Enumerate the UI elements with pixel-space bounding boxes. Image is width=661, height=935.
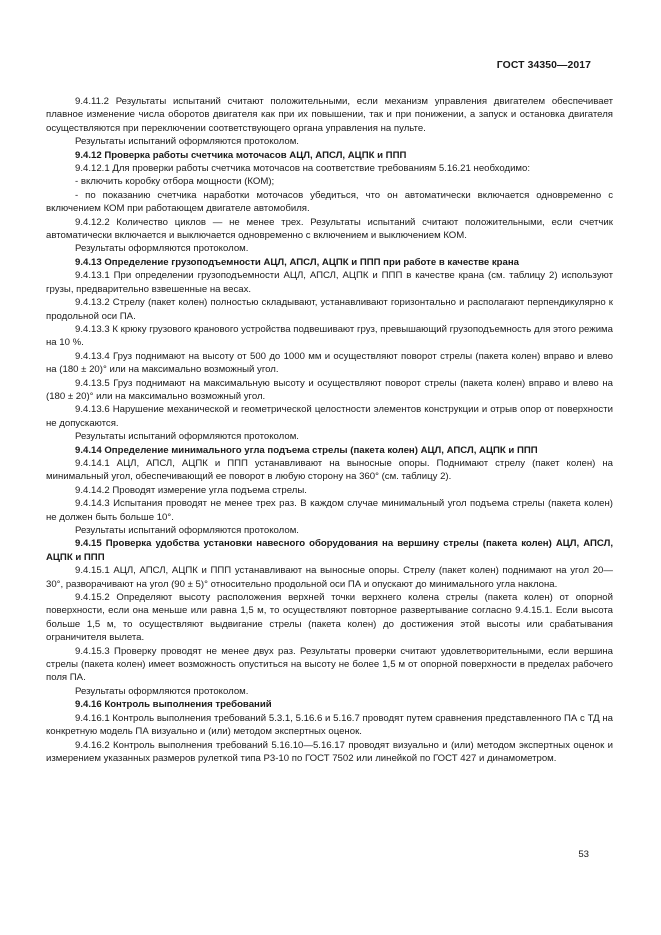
paragraph: Результаты оформляются протоколом.: [75, 685, 249, 697]
page-number: 53: [578, 849, 589, 860]
paragraph: 9.4.13.5 Груз поднимают на максимальную высоту и осуществляют поворот стрелы (пакета колен) вправо и влево на (180 ± 20)° или на максимально возможный угол.: [46, 377, 613, 402]
paragraph: 9.4.12.2 Количество циклов — не менее трех. Результаты испытаний считают положительными, если счетчик автоматически включается и выключается одновременно с включением и выключением КОМ.: [46, 216, 613, 242]
paragraph: 9.4.11.2 Результаты испытаний считают положительными, если механизм управления двигателем обеспечивает плавное изменение числа оборотов двигателя как при их повышении, так и при понижении, а запуск и остановка двигателя осуществляются при переключении соответствующего органа управления на пульте.: [46, 96, 613, 134]
paragraph: 9.4.13.1 При определении грузоподъемности АЦЛ, АПСЛ, АЦПК и ППП в качестве крана (см. таблицу 2) используют грузы, предварительно взвешенные на весах.: [46, 270, 613, 295]
paragraph: Результаты испытаний оформляются протоколом.: [75, 431, 299, 443]
paragraph: 9.4.15.3 Проверку проводят не менее двух раз. Результаты проверки считают удовлетворительными, если вершина стрелы (пакета колен) имеет возможность опуститься на высоту не более 1,5 м от опорной поверхности в пределах рабочего поля ПА.: [46, 645, 613, 684]
page-body: [46, 95, 613, 765]
section-heading: 9.4.13 Определение грузоподъемности АЦЛ, АПСЛ, АЦПК и ППП при работе в качестве крана: [75, 256, 520, 268]
paragraph: 9.4.14.1 АЦЛ, АПСЛ, АЦПК и ППП устанавливают на выносные опоры. Поднимают стрелу (пакет колен) на минимальный угол, обеспечивающий ее поворот в любую сторону на 360° (см. таблицу 2).: [46, 457, 613, 483]
list-item: - включить коробку отбора мощности (КОМ);: [75, 176, 275, 188]
paragraph: Результаты оформляются протоколом.: [75, 243, 249, 255]
paragraph: Результаты испытаний оформляются протоколом.: [75, 525, 299, 536]
section-heading: 9.4.14 Определение минимального угла подъема стрелы (пакета колен) АЦЛ, АПСЛ, АЦПК и ППП: [75, 444, 538, 456]
section-heading: 9.4.12 Проверка работы счетчика моточасов АЦЛ, АПСЛ, АЦПК и ППП: [75, 149, 407, 161]
document-code: ГОСТ 34350—2017: [496, 60, 591, 71]
section-heading: 9.4.15 Проверка удобства установки навесного оборудования на вершину стрелы (пакета колен) АЦЛ, АПСЛ, АЦПК и ППП: [46, 538, 613, 563]
paragraph: 9.4.15.1 АЦЛ, АПСЛ, АЦПК и ППП устанавливают на выносные опоры. Стрелу (пакет колен) поднимают на угол 20—30°, разворачивают на угол (90 ± 5)° относительно продольной оси ПА и опускают до минимального угла наклона.: [46, 565, 613, 590]
paragraph: 9.4.14.3 Испытания проводят не менее трех раз. В каждом случае минимальный угол подъема стрелы (пакета колен) не должен быть больше 10°.: [46, 498, 613, 523]
paragraph: 9.4.13.3 К крюку грузового кранового устройства подвешивают груз, превышающий грузоподъемность для этого режима на 10 %.: [46, 323, 613, 349]
paragraph: 9.4.13.6 Нарушение механической и геометрической целостности элементов конструкции и отрыв опор от поверхности не допускаются.: [46, 404, 613, 429]
paragraph: 9.4.13.4 Груз поднимают на высоту от 500 до 1000 мм и осуществляют поворот стрелы (пакета колен) вправо и влево на (180 ± 20)° или на максимально возможный угол.: [46, 350, 613, 376]
paragraph: 9.4.16.1 Контроль выполнения требований 5.3.1, 5.16.6 и 5.16.7 проводят путем сравнения представленного ПА с ТД на конкретную модель ПА визуально и (или) методом экспертных оценок.: [46, 712, 613, 738]
paragraph: 9.4.16.2 Контроль выполнения требований 5.16.10—5.16.17 проводят визуально и (или) методом экспертных оценок и измерением указанных размеров рулеткой типа Р3-10 по ГОСТ 7502 или линейкой по ГОСТ 427 и динамометром.: [46, 739, 613, 764]
section-heading: 9.4.16 Контроль выполнения требований: [75, 699, 272, 711]
paragraph: 9.4.14.2 Проводят измерение угла подъема стрелы.: [75, 484, 307, 496]
paragraph: 9.4.12.1 Для проверки работы счетчика моточасов на соответствие требованиям 5.16.21 необходимо:: [75, 163, 531, 175]
paragraph: 9.4.15.2 Определяют высоту расположения верхней точки верхнего колена стрелы (пакета колен) от опорной поверхности, если она меньше или равна 1,5 м, то осуществляют повторное развертывание согласно 9.4.15.1. Если высота больше 1,5 м, то осуществляют выдвигание стрелы (пакета колен) до достижения этой высоты или срабатывания ограничителя вылета.: [46, 592, 613, 644]
list-item: - по показанию счетчика наработки моточасов убедиться, что он автоматически включается одновременно с включением КОМ при работающем двигателе автомобиля.: [46, 189, 613, 215]
paragraph: 9.4.13.2 Стрелу (пакет колен) полностью складывают, устанавливают горизонтально и располагают перпендикулярно к продольной оси ПА.: [46, 297, 613, 322]
paragraph: Результаты испытаний оформляются протоколом.: [75, 136, 299, 148]
